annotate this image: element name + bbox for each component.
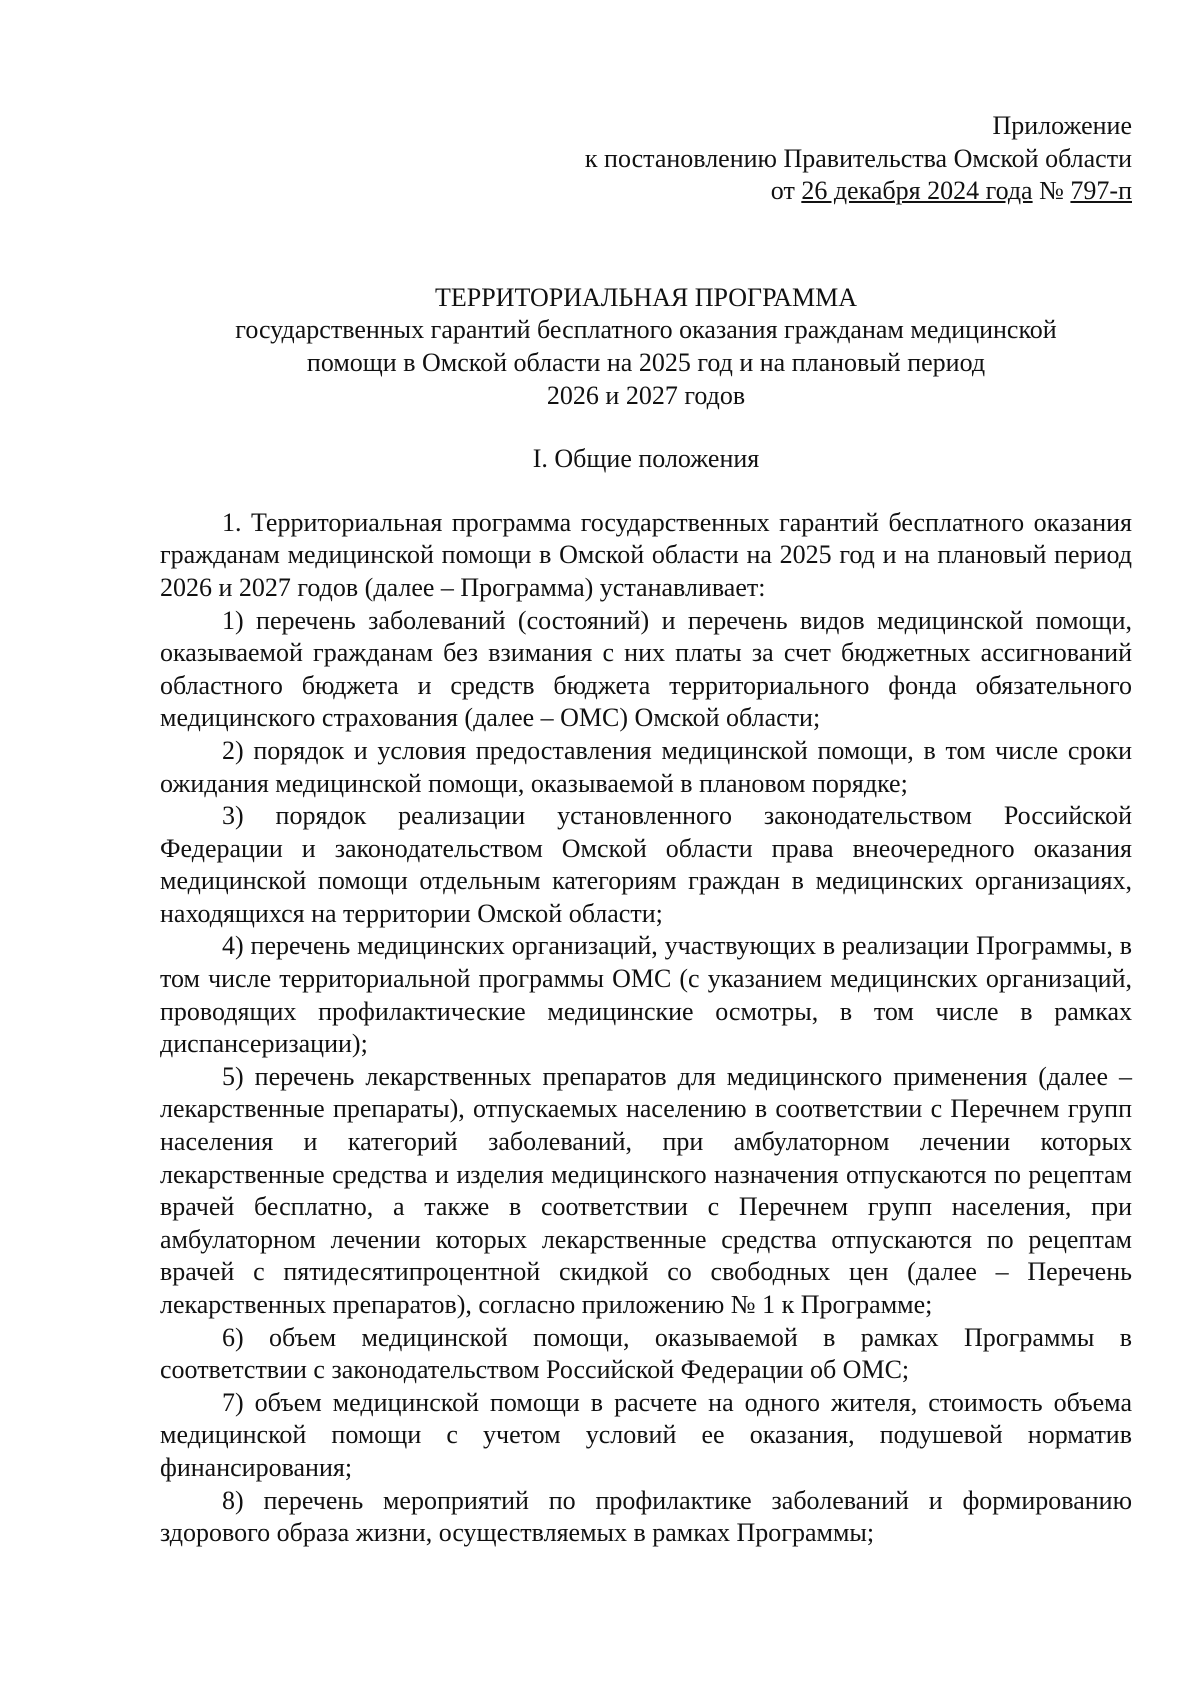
paragraph-item-5: 5) перечень лекарственных препаратов для медицинского применения (далее – лекарственные препараты), отпускаемых населению в соответствии с Перечнем групп населения и категорий заболеваний, при амбулаторном лечении которых лекарственные средства и изделия медицинского назначения отпускаются по рецептам врачей бесплатно, а также в соответствии с Перечнем групп населения, при амбулаторном лечении которых лекарственные средства отпускаются по рецептам врачей с пятидесятипроцентной скидкой со свободных цен (далее – Перечень лекарственных препаратов), согласно приложению № 1 к Программе; <box>160 1061 1132 1319</box>
paragraph-item-6: 6) объем медицинской помощи, оказываемой в рамках Программы в соответствии с законодательством Российской Федерации об ОМС; <box>160 1322 1132 1385</box>
approval-line-3 <box>160 175 1132 208</box>
approval-block <box>160 110 1132 208</box>
title-line-2: государственных гарантий бесплатного оказания гражданам медицинской <box>235 315 1057 345</box>
paragraph-item-3: 3) порядок реализации установленного законодательством Российской Федерации и законодательством Омской области права внеочередного оказания медицинской помощи отдельным категориям граждан в медицинских организациях, находящихся на территории Омской области; <box>160 801 1132 928</box>
approval-number-sign: № <box>1032 176 1071 206</box>
paragraph-item-8: 8) перечень мероприятий по профилактике заболеваний и формированию здорового образа жизни, осуществляемых в рамках Программы; <box>160 1485 1132 1548</box>
document-content <box>160 110 1132 1550</box>
paragraph-item-1: 1) перечень заболеваний (состояний) и перечень видов медицинской помощи, оказываемой гражданам без взимания с них платы за счет бюджетных ассигнований областного бюджета и средств бюджета территориального фонда обязательного медицинского страхования (далее – ОМС) Омской области; <box>160 605 1132 733</box>
title-line-4: 2026 и 2027 годов <box>546 380 746 410</box>
approval-number: 797-п <box>1070 176 1132 206</box>
approval-prefix: от <box>770 176 802 206</box>
title-line-3: помощи в Омской области на 2025 год и на плановый период <box>306 347 986 377</box>
paragraphs <box>160 507 1132 1550</box>
paragraph-item-2: 2) порядок и условия предоставления медицинской помощи, в том числе сроки ожидания медицинской помощи, оказываемой в плановом порядке; <box>160 735 1132 798</box>
title-line-1: ТЕРРИТОРИАЛЬНАЯ ПРОГРАММА <box>434 282 858 312</box>
approval-line-2: к постановлению Правительства Омской области <box>584 143 1132 173</box>
approval-line-1: Приложение <box>992 111 1132 140</box>
approval-date: 26 декабря 2024 года <box>801 176 1033 206</box>
paragraph-item-4: 4) перечень медицинских организаций, участвующих в реализации Программы, в том числе территориальной программы ОМС (с указанием медицинских организаций, проводящих профилактические медицинские осмотры, в том числе в рамках диспансеризации); <box>160 931 1132 1059</box>
section-heading: I. Общие положения <box>532 444 760 474</box>
paragraph-item-7: 7) объем медицинской помощи в расчете на одного жителя, стоимость объема медицинской помощи с учетом условий ее оказания, подушевой норматив финансирования; <box>160 1387 1132 1482</box>
document-title <box>160 282 1132 412</box>
paragraph-1: 1. Территориальная программа государственных гарантий бесплатного оказания гражданам медицинской помощи в Омской области на 2025 год и на плановый период 2026 и 2027 годов (далее – Программа) устанавливает: <box>160 507 1132 602</box>
